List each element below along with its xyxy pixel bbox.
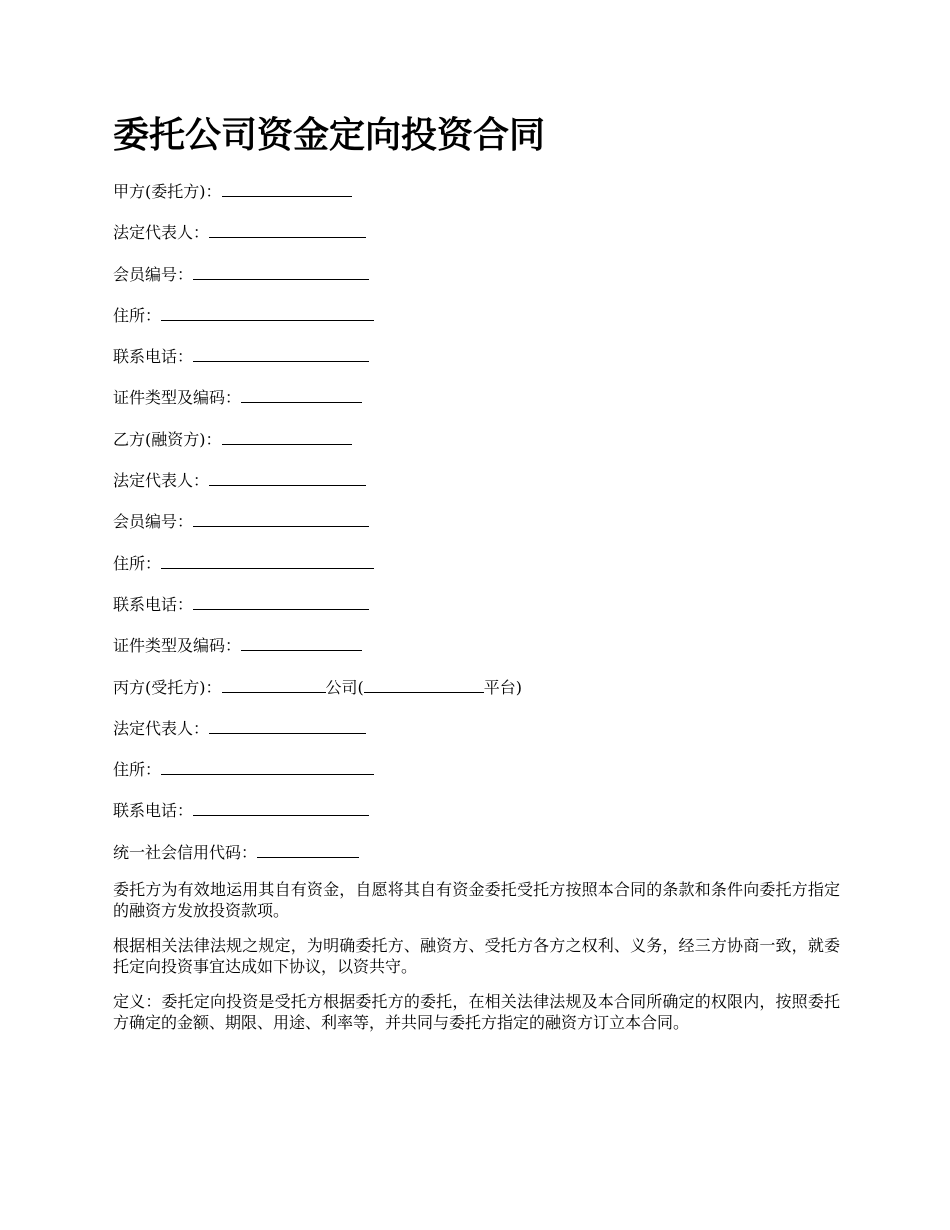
field-label: 会员编号： [113, 512, 194, 532]
fill-in-blank [222, 678, 326, 693]
party-info-fields [113, 179, 522, 881]
field-label: 丙方(受托方)： [113, 677, 222, 697]
fill-in-blank [241, 388, 362, 403]
fill-in-blank [193, 801, 369, 816]
party-a-legal-rep-field [113, 220, 522, 261]
fill-in-blank [193, 347, 369, 362]
party-b-address-field [113, 551, 522, 592]
field-label: 证件类型及编码： [113, 636, 242, 656]
party-a-id-type-field [113, 385, 522, 426]
field-label: 统一社会信用代码： [113, 842, 258, 862]
party-a-phone-field [113, 344, 522, 385]
party-b-id-type-field [113, 633, 522, 674]
fill-in-blank [209, 223, 366, 238]
fill-in-blank [364, 678, 484, 693]
party-b-name-field [113, 427, 522, 468]
field-label: 联系电话： [113, 801, 194, 821]
fill-in-blank [193, 595, 369, 610]
party-c-address-field [113, 757, 522, 798]
fill-in-blank [161, 554, 374, 569]
document-title: 委托公司资金定向投资合同 [113, 115, 546, 156]
contract-body [113, 879, 840, 1047]
field-label: 法定代表人： [113, 471, 210, 491]
field-label: 证件类型及编码： [113, 388, 242, 408]
field-label: 法定代表人： [113, 223, 210, 243]
party-a-member-id-field [113, 262, 522, 303]
party-b-legal-rep-field [113, 468, 522, 509]
fill-in-blank [222, 430, 352, 445]
field-label: 法定代表人： [113, 718, 210, 738]
party-c-credit-code-field [113, 840, 522, 881]
field-label: 甲方(委托方)： [113, 182, 222, 201]
party-b-phone-field [113, 592, 522, 633]
field-label: 住所： [113, 553, 162, 573]
purpose-paragraph: 委托方为有效地运用其自有资金，自愿将其自有资金委托受托方按照本合同的条款和条件向委托方指定的融资方发放投资款项。 [113, 880, 840, 920]
party-c-legal-rep-field [113, 716, 522, 757]
fill-in-blank [241, 636, 362, 651]
fill-in-blank [161, 306, 374, 321]
field-label: 会员编号： [113, 264, 194, 284]
field-label: 联系电话： [113, 594, 194, 614]
fill-in-blank [209, 719, 366, 734]
party-a-name-field [113, 179, 522, 220]
field-label-middle: 公司( [325, 677, 364, 697]
field-label: 住所： [113, 305, 162, 325]
fill-in-blank [161, 760, 374, 775]
field-label: 乙方(融资方)： [113, 429, 222, 449]
fill-in-blank [222, 182, 352, 197]
legal-basis-paragraph: 根据相关法律法规之规定，为明确委托方、融资方、受托方各方之权利、义务，经三方协商一致，就委托定向投资事宜达成如下协议，以资共守。 [113, 936, 840, 976]
party-c-phone-field [113, 798, 522, 839]
field-label-end: 平台) [483, 677, 522, 697]
field-label: 住所： [113, 760, 162, 780]
definition-paragraph: 定义：委托定向投资是受托方根据委托方的委托，在相关法律法规及本合同所确定的权限内，按照委托方确定的金额、期限、用途、利率等，并共同与委托方指定的融资方订立本合同。 [113, 992, 840, 1032]
fill-in-blank [193, 265, 369, 280]
party-c-name-field [113, 675, 522, 716]
fill-in-blank [209, 471, 366, 486]
fill-in-blank [257, 843, 359, 858]
fill-in-blank [193, 512, 369, 527]
field-label: 联系电话： [113, 347, 194, 367]
party-b-member-id-field [113, 509, 522, 550]
party-a-address-field [113, 303, 522, 344]
